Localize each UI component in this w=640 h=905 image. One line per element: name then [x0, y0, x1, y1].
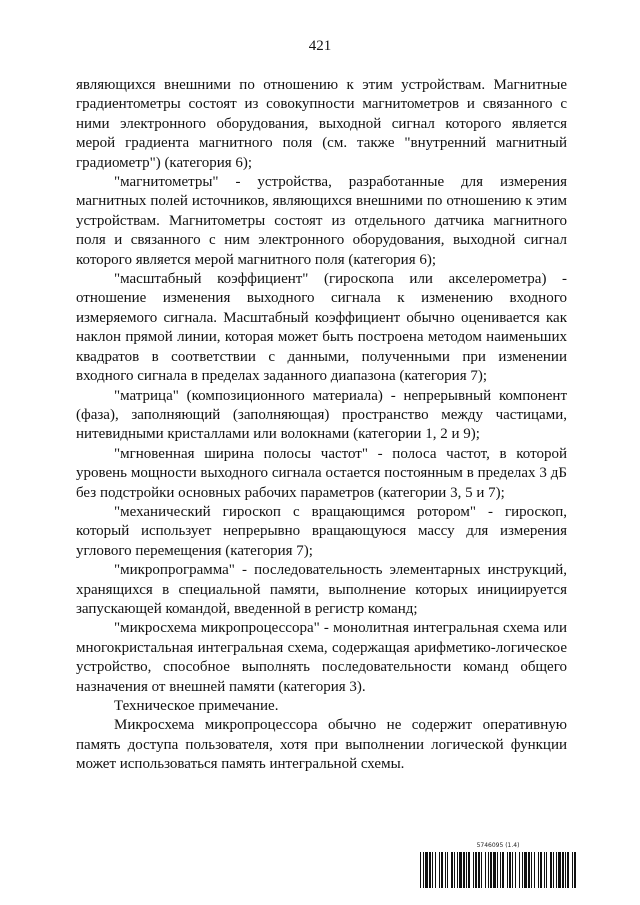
note-heading: Техническое примечание. [114, 698, 279, 714]
body-text [76, 76, 567, 775]
page-number: 421 [308, 38, 332, 54]
paragraph: "мгновенная ширина полосы частот" - полоса частот, в которой уровень мощности выходного сигнала остается постоянным в пределах 3 дБ без подстройки основных рабочих параметров (категории 3, 5 и 7); [76, 445, 567, 501]
paragraph: "микропрограмма" - последовательность элементарных инструкций, хранящихся в специальной памяти, выполнение которых инициируется запускающей командой, введенной в регистр команд; [76, 562, 567, 617]
paragraph: "механический гироскоп с вращающимся ротором" - гироскоп, который использует непрерывно вращающуюся массу для измерения углового перемещения (категория 7); [76, 503, 567, 559]
barcode-icon [419, 852, 577, 888]
paragraph: являющихся внешними по отношению к этим устройствам. Магнитные градиентометры состоят из совокупности магнитометров и связанного с ними электронного оборудования, выходной сигнал которого является мерой градиента магнитного поля (см. также "внутренний магнитный градиометр") (категория 6); [76, 77, 567, 171]
paragraph: "матрица" (композиционного материала) - непрерывный компонент (фаза), заполняющий (заполняющая) пространство между частицами, нитевидными кристаллами или волокнами (категории 1, 2 и 9); [76, 387, 567, 443]
paragraph: "магнитометры" - устройства, разработанные для измерения магнитных полей источников, являющихся внешними по отношению к этим устройствам. Магнитометры состоят из отдельного датчика магнитного поля и связанного с ним электронного оборудования, выходной сигнал которого является мерой магнитного поля (категория 6); [76, 174, 567, 268]
paragraph: Микросхема микропроцессора обычно не содержит оперативную память доступа пользователя, хотя при выполнении логической функции может использоваться память интегральной схемы. [76, 717, 567, 773]
barcode-label: 5746095 (1.4) [476, 842, 520, 849]
paragraph: "микросхема микропроцессора" - монолитная интегральная схема или многокристальная интегральная схема, содержащая арифметико-логическое устройство, способное выполнять последовательности команд общего назначения от внешней памяти (категория 3). [76, 620, 567, 695]
paragraph: "масштабный коэффициент" (гироскопа или акселерометра) - отношение изменения выходного сигнала к изменению входного измеряемого сигнала. Масштабный коэффициент обычно оценивается как наклон прямой линии, которая может быть построена методом наименьших квадратов в соответствии с данными, полученными при изменении входного сигнала в пределах заданного диапазона (категория 7); [76, 271, 567, 385]
barcode [419, 842, 577, 890]
